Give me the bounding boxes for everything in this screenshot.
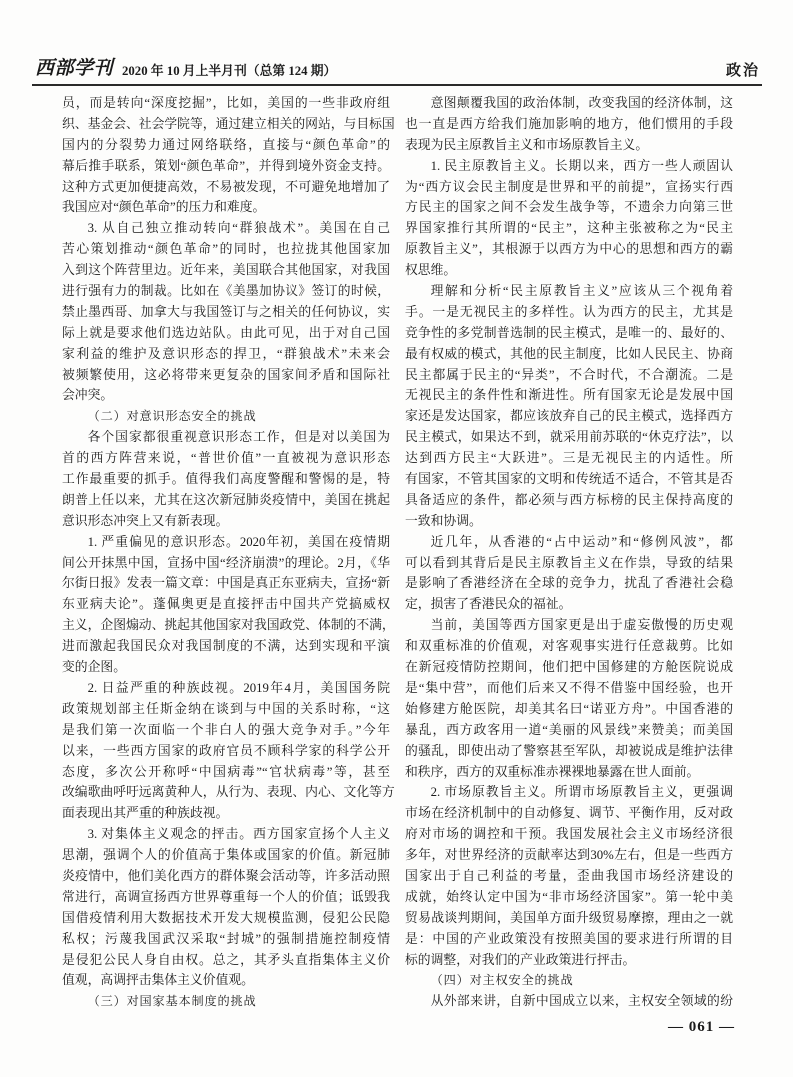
text-line: 无视民主的条件性和渐进性。所有国家无论是发展中国 (405, 388, 733, 403)
text-line: 有国家，不管其国家的文明和传统适不适合，不管其是否 (405, 472, 733, 487)
text-line: 达到西方民主“大跃进”。三是无视民主的内适性。所 (405, 451, 733, 466)
text-line: 一致和协调。 (405, 513, 482, 528)
text-line: 1. 民主原教旨主义。长期以来，西方一些人顽固认 (430, 158, 733, 173)
text-line: 原教旨主义”，其根源于以西方为中心的思想和西方的霸 (405, 242, 733, 257)
text-line: 定，损害了香港民众的福祉。 (405, 597, 572, 612)
text-line: 我国应对“颜色革命”的压力和难度。 (62, 200, 266, 215)
text-line: 家利益的维护及意识形态的捍卫，“群狼战术”未来会 (62, 346, 390, 361)
text-line: 国内的分裂势力通过网络联络，直接与“颜色革命”的 (62, 137, 390, 152)
text-line: 入到这个阵营里边。近年来，美国联合其他国家，对我国 (62, 263, 390, 278)
text-line: 是侵犯公民人身自由权。总之，其矛头直指集体主义价 (62, 952, 390, 967)
text-line: 表现为民主原教旨主义和市场原教旨主义。 (405, 137, 649, 152)
text-line: 3. 从自己独立推动转向“群狼战术”。美国在自己 (87, 221, 390, 236)
text-line: 炎疫情中，他们美化西方的群体聚会活动等，许多活动照 (62, 868, 390, 883)
text-line: 从外部来讲，自新中国成立以来，主权安全领域的纷 (430, 994, 733, 1009)
text-line: 的骚乱，即使出动了警察甚至军队，却被说成是维护法律 (405, 743, 733, 758)
section-label: 政治 (725, 63, 760, 79)
text-line: 市场在经济机制中的自动修复、调节、平衡作用，反对政 (405, 806, 733, 821)
text-line: 变的企图。 (62, 660, 126, 675)
text-line: 际上就是要求他们选边站队。由此可见，出于对自己国 (62, 325, 390, 340)
text-line: 多年，对世界经济的贡献率达到30%左右，但是一些西方 (405, 848, 733, 863)
paragraph (62, 824, 390, 991)
paragraph (405, 93, 733, 156)
header-divider (32, 84, 762, 86)
text-line: 是影响了香港经济在全球的竞争力，扰乱了香港社会稳 (405, 576, 733, 591)
text-line: 被频繁使用，这必将带来更复杂的国家间矛盾和国际社 (62, 367, 390, 382)
text-line: 私权；污蔑我国武汉采取“封城”的强制措施控制疫情 (62, 931, 390, 946)
paragraph (405, 991, 733, 1012)
text-line: 尔街日报》发表一篇文章：中国是真正东亚病夫，宣扬“新 (62, 576, 390, 591)
text-line: 最有权威的模式，其他的民主制度，比如人民民主、协商 (405, 346, 733, 361)
text-line: 主义，企图煽动、挑起其他国家对我国政党、体制的不满， (62, 618, 395, 633)
text-line: 进行强有力的制裁。比如在《美墨加协议》签订的时候， (62, 284, 390, 299)
text-line: 具备适应的条件，都必须与西方标榜的民主保持高度的 (405, 492, 733, 507)
text-line: 2. 市场原教旨主义。所谓市场原教旨主义，更强调 (430, 785, 733, 800)
text-line: 东亚病夫论”。蓬佩奥更是直接抨击中国共产党搞威权 (62, 597, 390, 612)
text-line: 意识形态冲突上又有新表现。 (62, 513, 229, 528)
text-line: 意图颠覆我国的政治体制，改变我国的经济体制，这 (430, 96, 733, 110)
text-line: 权思维。 (405, 263, 457, 278)
text-line: 国家出于自己利益的考量，歪曲我国市场经济建设的 (405, 868, 733, 883)
text-line: 民主都属于民主的“异类”，不合时代，不合潮流。二是 (405, 367, 733, 382)
paragraph (62, 427, 390, 531)
paragraph (62, 218, 390, 406)
running-header (32, 60, 762, 82)
text-line: 员，而是转向“深度挖掘”，比如，美国的一些非政府组 (62, 96, 390, 110)
text-line: 界国家推行其所谓的“民主”，这种主张被称之为“民主 (405, 221, 733, 236)
text-line: 也一直是西方给我们施加影响的地方，他们惯用的手段 (405, 116, 733, 131)
text-line: 方民主的国家之间不会发生战争等，不遗余力向第三世 (405, 200, 733, 215)
text-line: 面表现出其严重的种族歧视。 (62, 806, 229, 821)
page-number: — 061 — (668, 1019, 735, 1035)
text-line: 值观，高调抨击集体主义价值观。 (62, 973, 254, 988)
paragraph (405, 156, 733, 281)
text-line: 和双重标准的价值观，对客观事实进行任意裁剪。比如 (405, 639, 733, 654)
text-line: 会冲突。 (62, 388, 114, 403)
text-line: 禁止墨西哥、加拿大与我国签订与之相关的任何协议，实 (62, 304, 390, 319)
text-line: 朗普上任以来，尤其在这次新冠肺炎疫情中，美国在挑起 (62, 492, 390, 507)
text-line: 3. 对集体主义观念的抨击。西方国家宣扬个人主义 (87, 827, 390, 842)
right-column (405, 93, 733, 1012)
text-line: 贸易战谈判期间，美国单方面升级贸易摩擦，理由之一就 (405, 910, 733, 925)
text-line: 竞争性的多党制普选制的民主模式，是唯一的、最好的、 (405, 325, 733, 340)
text-line: 态度，多次公开称呼“中国病毒”“官状病毒”等，甚至 (62, 764, 390, 779)
paragraph (62, 93, 395, 218)
text-line: 为“西方议会民主制度是世界和平的前提”，宣扬实行西 (405, 179, 733, 194)
text-line: 国借疫情利用大数据技术开发大规模监测，侵犯公民隐 (62, 910, 390, 925)
text-line: 在新冠疫情防控期间，他们把中国修建的方舱医院说成 (405, 660, 733, 675)
text-line: 家还是发达国家，都应该放弃自己的民主模式，选择西方 (405, 409, 733, 424)
paragraph (405, 532, 733, 616)
text-line: 暴乱，西方政客用一道“美丽的风景线”来赞美；而美国 (405, 722, 733, 737)
journal-logo: 西部学刊 (35, 58, 114, 79)
text-line: 标的调整，对我们的产业政策进行抨击。 (405, 952, 636, 967)
left-column (62, 93, 395, 1012)
text-line: 始修建方舱医院，却美其名曰“诺亚方舟”。中国香港的 (405, 701, 733, 716)
text-line: 改编歌曲呼吁远离黄种人，从行为、表现、内心、文化等方 (62, 785, 395, 800)
text-line: 1. 严重偏见的意识形态。2020年初，美国在疫情期 (87, 534, 390, 549)
paragraph (405, 782, 733, 970)
text-line: 以来，一些西方国家的政府官员不顾科学家的科学公开 (62, 743, 390, 758)
paragraph (405, 281, 733, 532)
text-line: 织、基金会、社会学院等，通过建立相关的网站，与目标国 (62, 116, 395, 131)
text-line: 常进行，高调宣扬西方世界尊重每一个人的价值；诋毁我 (62, 889, 390, 904)
text-line: 府对市场的调控和干预。我国发展社会主义市场经济很 (405, 827, 733, 842)
text-line: 近几年，从香港的“占中运动”和“修例风波”，都 (430, 534, 733, 549)
text-line: 首的西方阵营来说，“普世价值”一直被视为意识形态 (62, 451, 390, 466)
text-line: 思潮，强调个人的价值高于集体或国家的价值。新冠肺 (62, 848, 390, 863)
text-line: 工作最重要的抓手。值得我们高度警醒和警惕的是，特 (62, 472, 390, 487)
text-line: 这种方式更加便捷高效，不易被发现，不可避免地增加了 (62, 179, 390, 194)
issue-info: 2020 年 10 月上半月刊（总第 124 期） (122, 64, 337, 78)
text-line: 民主模式，如果达不到，就采用前苏联的“休克疗法”，以 (405, 430, 733, 445)
text-line: 手。一是无视民主的多样性。认为西方的民主，尤其是 (405, 304, 733, 319)
text-line: 是我们第一次面临一个非白人的强大竞争对手。”今年 (62, 722, 390, 737)
section-heading: （二）对意识形态安全的挑战 (87, 409, 257, 424)
text-line: 进而激起我国民众对我国制度的不满，达到实现和平演 (62, 639, 390, 654)
text-line: 政策规划部主任斯金纳在谈到与中国的关系时称，“这 (62, 701, 390, 716)
text-line: 可以看到其背后是民主原教旨主义在作祟，导致的结果 (405, 555, 733, 570)
text-line: 间公开抹黑中国，宣扬中国“经济崩溃”的理论。2月，《华 (62, 555, 390, 570)
text-line: 和秩序，西方的双重标准赤裸裸地暴露在世人面前。 (405, 764, 700, 779)
text-line: 各个国家都很重视意识形态工作，但是对以美国为 (87, 430, 390, 445)
section-heading: （四）对主权安全的挑战 (430, 973, 574, 988)
text-line: 成就，始终认定中国为“非市场经济国家”。第一轮中美 (405, 889, 733, 904)
text-line: 苦心策划推动“颜色革命”的同时，也拉拢其他国家加 (62, 242, 390, 257)
text-line: 2. 日益严重的种族歧视。2019年4月，美国国务院 (87, 680, 390, 695)
text-line: 当前，美国等西方国家更是出于虚妄傲慢的历史观 (430, 618, 733, 633)
text-line: 是“集中营”，而他们后来又不得不借鉴中国经验，也开 (405, 680, 733, 695)
text-line: 是：中国的产业政策没有按照美国的要求进行所谓的目 (405, 931, 733, 946)
paragraph (62, 678, 395, 824)
paragraph (62, 532, 395, 678)
text-line: 理解和分析“民主原教旨主义”应该从三个视角着 (430, 284, 733, 299)
section-heading: （三）对国家基本制度的挑战 (87, 994, 257, 1009)
text-line: 幕后推手联系，策划“颜色革命”，并得到境外资金支持。 (62, 158, 390, 173)
paragraph (405, 615, 733, 782)
